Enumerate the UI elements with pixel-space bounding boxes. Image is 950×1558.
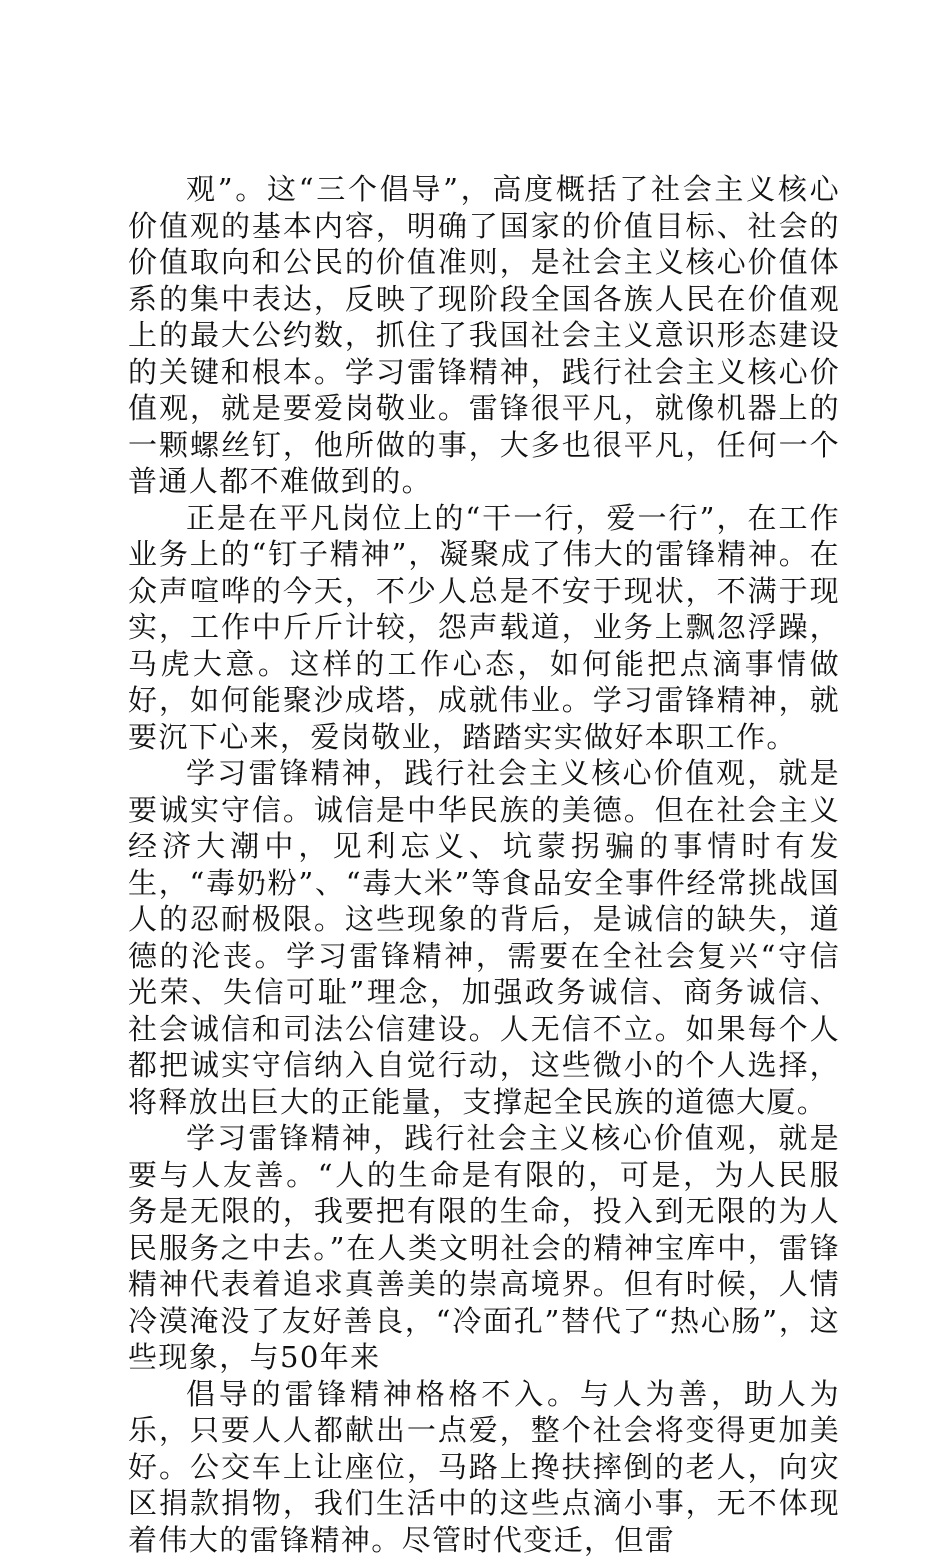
paragraph: 学习雷锋精神，践行社会主义核心价值观，就是要与人友善。“人的生命是有限的，可是，为人民服务是无限的，我要把有限的生命，投入到无限的为人民服务之中去。”在人类文明社会的精神宝库中，雷锋精神代表着追求真善美的崇高境界。但有时候，人情冷漠淹没了友好善良，“冷面孔”替代了“热心肠”，这些现象，与50年来 xyxy=(128,1120,840,1376)
paragraph: 观”。这“三个倡导”，高度概括了社会主义核心价值观的基本内容，明确了国家的价值目标、社会的价值取向和公民的价值准则，是社会主义核心价值体系的集中表达，反映了现阶段全国各族人民在价值观上的最大公约数，抓住了我国社会主义意识形态建设的关键和根本。学习雷锋精神，践行社会主义核心价值观，就是要爱岗敬业。雷锋很平凡，就像机器上的一颗螺丝钉，他所做的事，大多也很平凡，任何一个普通人都不难做到的。 xyxy=(128,171,840,500)
document-body xyxy=(128,171,840,1558)
paragraph: 正是在平凡岗位上的“干一行，爱一行”，在工作业务上的“钉子精神”，凝聚成了伟大的雷锋精神。在众声喧哗的今天，不少人总是不安于现状，不满于现实，工作中斤斤计较，怨声载道，业务上飘忽浮躁，马虎大意。这样的工作心态，如何能把点滴事情做好，如何能聚沙成塔，成就伟业。学习雷锋精神，就要沉下心来，爱岗敬业，踏踏实实做好本职工作。 xyxy=(128,500,840,756)
paragraph: 倡导的雷锋精神格格不入。与人为善，助人为乐，只要人人都献出一点爱，整个社会将变得更加美好。公交车上让座位，马路上搀扶摔倒的老人，向灾区捐款捐物，我们生活中的这些点滴小事，无不体现着伟大的雷锋精神。尽管时代变迁，但雷 xyxy=(128,1376,840,1558)
paragraph: 学习雷锋精神，践行社会主义核心价值观，就是要诚实守信。诚信是中华民族的美德。但在社会主义经济大潮中，见利忘义、坑蒙拐骗的事情时有发生，“毒奶粉”、“毒大米”等食品安全事件经常挑战国人的忍耐极限。这些现象的背后，是诚信的缺失，道德的沦丧。学习雷锋精神，需要在全社会复兴“守信光荣、失信可耻”理念，加强政务诚信、商务诚信、社会诚信和司法公信建设。人无信不立。如果每个人都把诚实守信纳入自觉行动，这些微小的个人选择，将释放出巨大的正能量，支撑起全民族的道德大厦。 xyxy=(128,755,840,1120)
